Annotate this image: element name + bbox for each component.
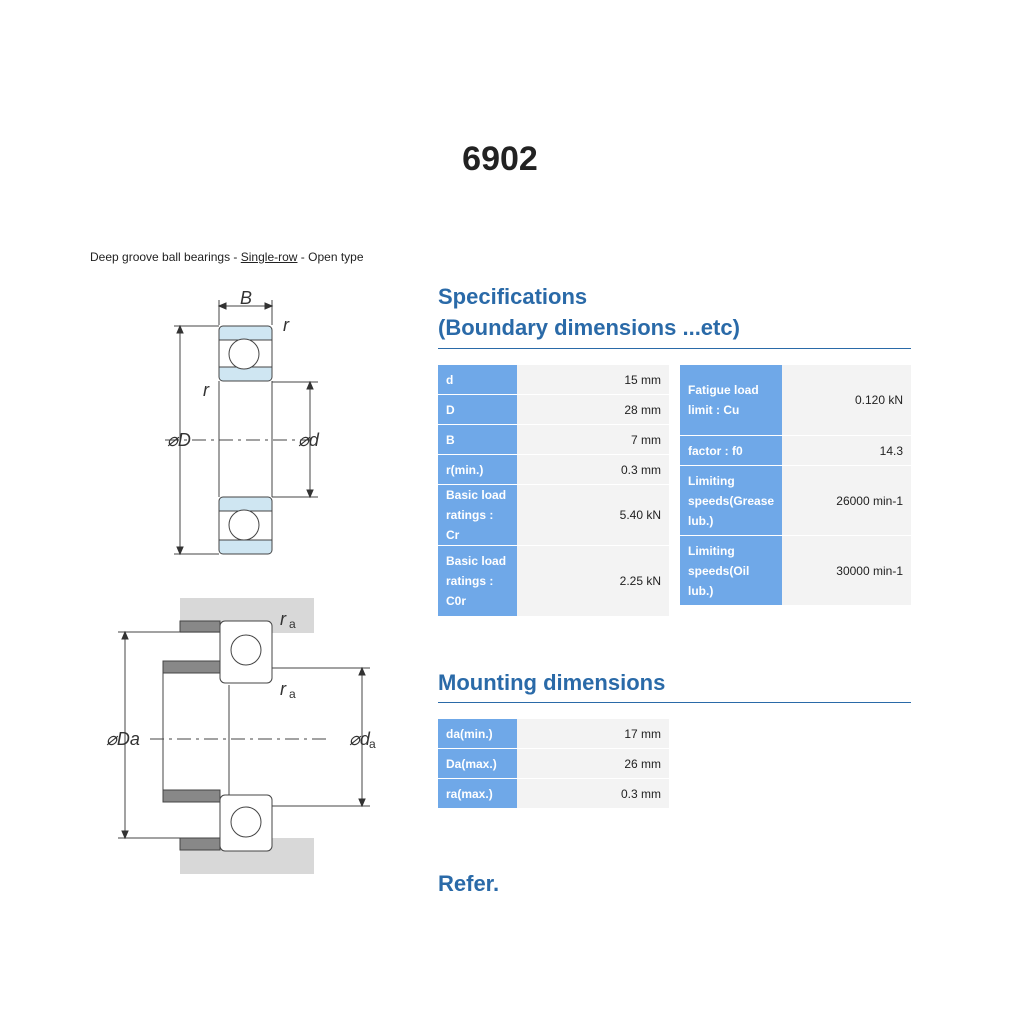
spec-value: 0.120 kN xyxy=(782,365,911,435)
mounting-value: 17 mm xyxy=(517,719,669,748)
spec-value: 30000 min-1 xyxy=(782,536,911,605)
spec-label: Fatigue load limit : Cu xyxy=(680,365,782,435)
specifications-table-left xyxy=(438,364,669,617)
mounting-value: 26 mm xyxy=(517,749,669,778)
label-r-side: r xyxy=(203,380,209,400)
spec-label: Limiting speeds(Oil lub.) xyxy=(680,536,782,605)
spec-label: r(min.) xyxy=(438,455,517,484)
table-row xyxy=(438,455,669,484)
spec-value: 28 mm xyxy=(517,395,669,424)
specifications-divider xyxy=(438,348,911,349)
mounting-label: ra(max.) xyxy=(438,779,517,808)
table-row xyxy=(438,395,669,424)
page-title: 6902 xyxy=(462,140,538,178)
single-row-link[interactable]: Single-row xyxy=(240,250,298,264)
table-row xyxy=(680,536,911,605)
bearing-diagram xyxy=(100,285,376,885)
label-ra-top-sub: a xyxy=(289,617,296,631)
label-housing-diameter: ⌀Da xyxy=(106,729,140,749)
spec-label: B xyxy=(438,425,517,454)
label-shaft-diameter-sub: a xyxy=(369,737,376,751)
table-row xyxy=(438,749,669,778)
table-row xyxy=(438,485,669,545)
spec-label: D xyxy=(438,395,517,424)
table-row xyxy=(438,365,669,394)
table-row xyxy=(438,546,669,616)
mounting-label: Da(max.) xyxy=(438,749,517,778)
spec-value: 2.25 kN xyxy=(517,546,669,616)
spec-label: Basic load ratings : C0r xyxy=(438,546,517,616)
table-row xyxy=(438,425,669,454)
mounting-label: da(min.) xyxy=(438,719,517,748)
spec-label: Limiting speeds(Grease lub.) xyxy=(680,466,782,535)
table-row xyxy=(680,365,911,435)
label-shaft-diameter: ⌀d xyxy=(349,729,370,749)
specifications-heading-line1: Specifications xyxy=(438,284,588,309)
mounting-table xyxy=(438,718,669,809)
spec-value: 5.40 kN xyxy=(517,485,669,545)
spec-value: 0.3 mm xyxy=(517,455,669,484)
refer-heading: Refer. xyxy=(438,871,500,896)
subtitle-suffix: - Open type xyxy=(297,250,364,264)
mounting-divider xyxy=(438,702,911,703)
spec-value: 14.3 xyxy=(782,436,911,465)
table-row xyxy=(680,436,911,465)
spec-value: 15 mm xyxy=(517,365,669,394)
mounting-heading: Mounting dimensions xyxy=(438,670,666,695)
spec-label: d xyxy=(438,365,517,394)
specifications-table-right xyxy=(680,364,911,606)
label-B: B xyxy=(240,288,253,308)
subtitle-prefix: Deep groove ball bearings - xyxy=(90,250,241,264)
specifications-heading-line2: (Boundary dimensions ...etc) xyxy=(438,315,740,340)
label-ra-mid: r xyxy=(280,679,286,699)
label-ra-top: r xyxy=(280,609,286,629)
label-r-top: r xyxy=(283,315,289,335)
spec-value: 26000 min-1 xyxy=(782,466,911,535)
table-row xyxy=(438,719,669,748)
label-ra-mid-sub: a xyxy=(289,687,296,701)
label-bore-diameter: ⌀d xyxy=(298,430,319,450)
specifications-heading xyxy=(438,281,740,343)
table-row xyxy=(680,466,911,535)
mounting-value: 0.3 mm xyxy=(517,779,669,808)
product-subtitle xyxy=(90,250,364,264)
table-row xyxy=(438,779,669,808)
spec-label: factor : f0 xyxy=(680,436,782,465)
spec-value: 7 mm xyxy=(517,425,669,454)
spec-label: Basic load ratings : Cr xyxy=(438,485,517,545)
label-outer-diameter: ⌀D xyxy=(167,430,191,450)
